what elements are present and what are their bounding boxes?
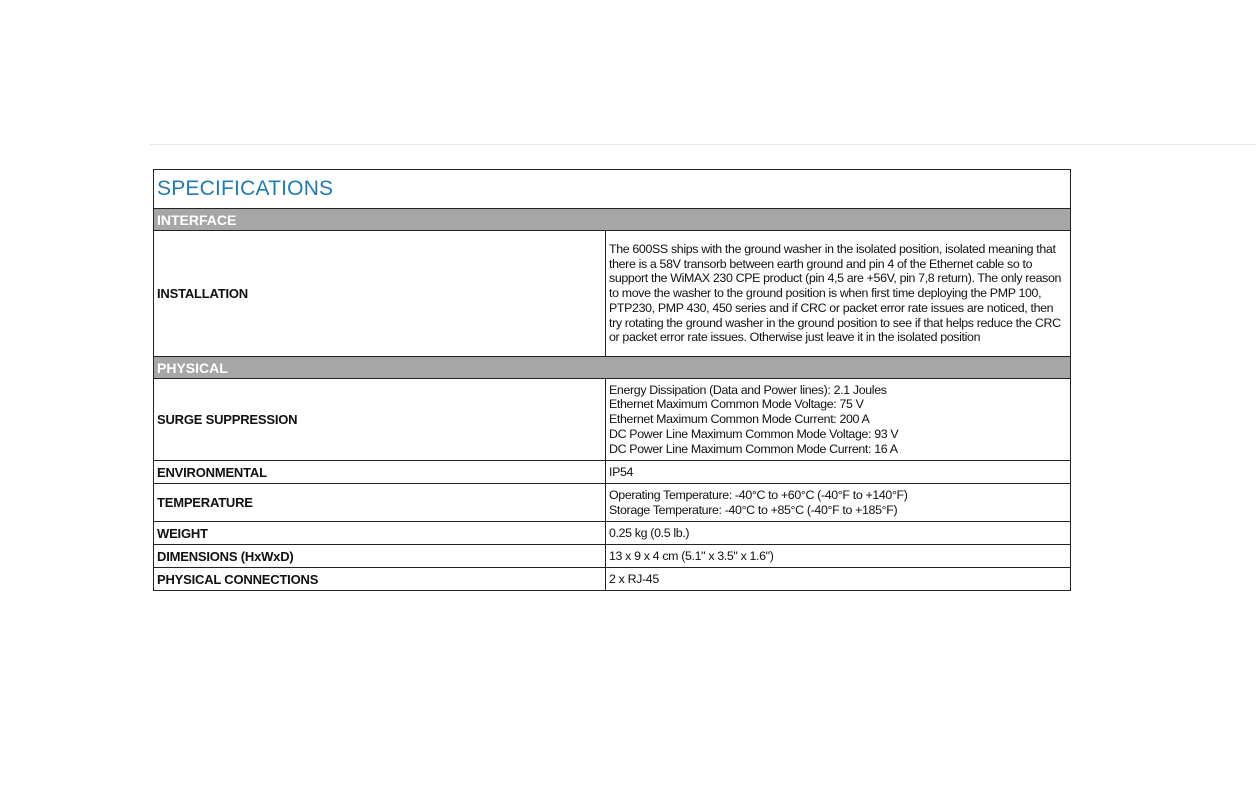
specifications-table bbox=[153, 169, 1071, 591]
surge-line-dc-current: DC Power Line Maximum Common Mode Current: 16 A bbox=[609, 441, 898, 456]
temperature-line-operating: Operating Temperature: -40°C to +60°C (-40°F to +140°F) bbox=[609, 487, 908, 502]
spec-label-environmental: ENVIRONMENTAL bbox=[154, 461, 606, 484]
spec-value-environmental: IP54 bbox=[606, 461, 1071, 484]
section-heading-interface: INTERFACE bbox=[154, 209, 1071, 231]
spec-label-weight: WEIGHT bbox=[154, 522, 606, 545]
section-heading-physical: PHYSICAL bbox=[154, 357, 1071, 379]
spec-row-environmental bbox=[154, 461, 1071, 484]
page-divider bbox=[150, 144, 1256, 145]
spec-row-physical-connections bbox=[154, 568, 1071, 591]
title-row bbox=[154, 170, 1071, 209]
surge-line-ethernet-voltage: Ethernet Maximum Common Mode Voltage: 75 V bbox=[609, 397, 864, 412]
temperature-line-storage: Storage Temperature: -40°C to +85°C (-40°F to +185°F) bbox=[609, 502, 898, 517]
surge-line-energy-dissipation: Energy Dissipation (Data and Power lines): 2.1 Joules bbox=[609, 382, 887, 397]
section-header-row bbox=[154, 357, 1071, 379]
spec-row-dimensions bbox=[154, 545, 1071, 568]
spec-label-physical-connections: PHYSICAL CONNECTIONS bbox=[154, 568, 606, 591]
spec-value-installation bbox=[606, 231, 1071, 357]
surge-line-dc-voltage: DC Power Line Maximum Common Mode Voltage: 93 V bbox=[609, 426, 899, 441]
specifications-title: SPECIFICATIONS bbox=[154, 170, 1071, 209]
spec-value-surge-suppression bbox=[606, 379, 1071, 461]
spec-value-temperature bbox=[606, 484, 1071, 522]
surge-line-ethernet-current: Ethernet Maximum Common Mode Current: 200 A bbox=[609, 412, 870, 427]
spec-label-temperature: TEMPERATURE bbox=[154, 484, 606, 522]
spec-label-dimensions: DIMENSIONS (HxWxD) bbox=[154, 545, 606, 568]
installation-text: The 600SS ships with the ground washer in the isolated position, isolated meaning that there is a 58V transorb between earth ground and pin 4 of the Ethernet cable so to support the WiMAX 230 CPE product (pin 4,5 are +56V, pin 7,8 return). The only reason to move the washer to the ground position is when first time deploying the PMP 100, PTP230, PMP 430, 450 series and if CRC or packet error rate issues are noticed, then try rotating the ground washer in the ground position to see if that helps reduce the CRC or packet error rate issues. Otherwise just leave it in the isolated position bbox=[609, 241, 1062, 345]
spec-row-weight bbox=[154, 522, 1071, 545]
spec-value-dimensions: 13 x 9 x 4 cm (5.1" x 3.5" x 1.6") bbox=[606, 545, 1071, 568]
spec-row-temperature bbox=[154, 484, 1071, 522]
spec-label-installation: INSTALLATION bbox=[154, 231, 606, 357]
section-header-row bbox=[154, 209, 1071, 231]
spec-value-weight: 0.25 kg (0.5 lb.) bbox=[606, 522, 1071, 545]
spec-label-surge-suppression: SURGE SUPPRESSION bbox=[154, 379, 606, 461]
spec-row-installation bbox=[154, 231, 1071, 357]
spec-value-physical-connections: 2 x RJ-45 bbox=[606, 568, 1071, 591]
spec-row-surge-suppression bbox=[154, 379, 1071, 461]
